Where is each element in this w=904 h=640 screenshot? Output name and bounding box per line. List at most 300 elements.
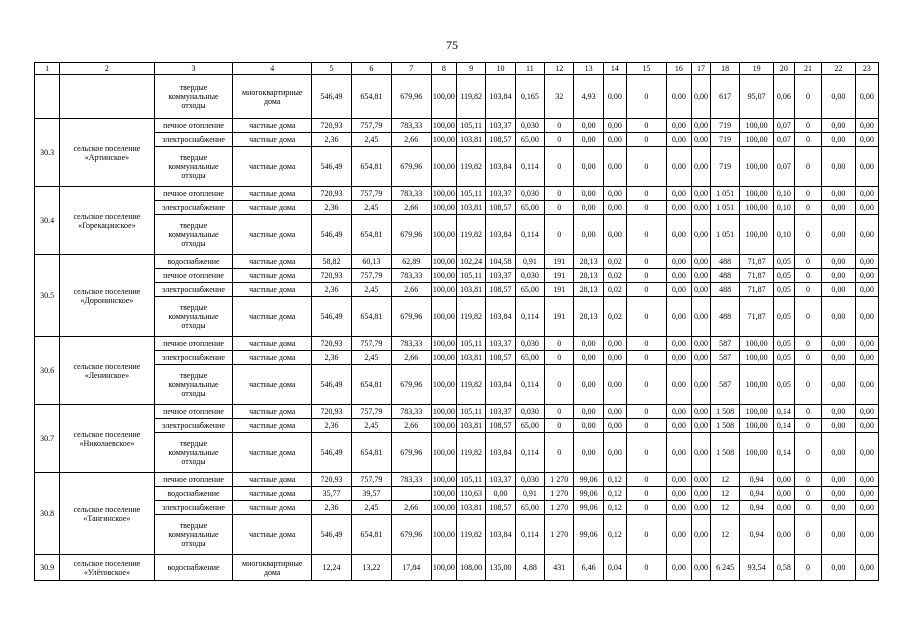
table-row <box>35 515 879 555</box>
value-cell: 0 <box>545 201 574 215</box>
table-row <box>35 283 879 297</box>
value-cell: 0 <box>794 433 821 473</box>
value-cell: 0,00 <box>666 405 691 419</box>
value-cell: 0,02 <box>603 269 626 283</box>
housing-type-cell: частные дома <box>233 147 312 187</box>
value-cell: 0,12 <box>603 487 626 501</box>
column-number-header: 10 <box>486 63 515 75</box>
value-cell: 0,030 <box>515 119 544 133</box>
value-cell: 0 <box>626 473 666 487</box>
value-cell: 102,24 <box>456 255 485 269</box>
value-cell: 0,14 <box>773 405 794 419</box>
value-cell: 488 <box>710 255 739 269</box>
value-cell: 0 <box>626 337 666 351</box>
service-cell: электроснабжение <box>154 351 233 365</box>
value-cell: 100,00 <box>740 187 774 201</box>
housing-type-cell: частные дома <box>233 351 312 365</box>
service-cell: электроснабжение <box>154 201 233 215</box>
value-cell: 95,07 <box>740 75 774 119</box>
value-cell: 0,06 <box>773 75 794 119</box>
value-cell: 0,00 <box>666 337 691 351</box>
settlement-name-cell: сельское поселение «Тангинское» <box>60 473 154 555</box>
housing-type-cell: частные дома <box>233 433 312 473</box>
service-cell: электроснабжение <box>154 133 233 147</box>
service-cell: твердые коммунальные отходы <box>154 433 233 473</box>
value-cell: 103,81 <box>456 133 485 147</box>
value-cell: 191 <box>545 283 574 297</box>
value-cell: 100,00 <box>740 133 774 147</box>
value-cell: 0,00 <box>666 365 691 405</box>
value-cell: 108,57 <box>486 419 515 433</box>
table-row <box>35 351 879 365</box>
column-number-header: 4 <box>233 63 312 75</box>
value-cell: 1 270 <box>545 515 574 555</box>
value-cell: 0,04 <box>603 555 626 581</box>
value-cell: 0,00 <box>603 351 626 365</box>
value-cell: 100,00 <box>740 147 774 187</box>
value-cell: 0,00 <box>574 201 603 215</box>
value-cell: 0,07 <box>773 119 794 133</box>
value-cell: 62,89 <box>391 255 431 269</box>
value-cell: 0 <box>794 269 821 283</box>
housing-type-cell: частные дома <box>233 215 312 255</box>
value-cell: 0,00 <box>692 255 711 269</box>
value-cell: 757,79 <box>351 337 391 351</box>
table-row <box>35 119 879 133</box>
value-cell: 103,84 <box>486 75 515 119</box>
column-number-header: 11 <box>515 63 544 75</box>
column-number-header: 2 <box>60 63 154 75</box>
value-cell: 546,49 <box>312 433 352 473</box>
value-cell: 2,66 <box>391 501 431 515</box>
value-cell: 6,46 <box>574 555 603 581</box>
value-cell: 0,00 <box>822 147 856 187</box>
settlement-name-cell: сельское поселение «Артинское» <box>60 119 154 187</box>
value-cell: 0,00 <box>822 487 856 501</box>
row-id-cell: 30.5 <box>35 255 60 337</box>
housing-type-cell: частные дома <box>233 201 312 215</box>
table-row <box>35 75 879 119</box>
service-cell: твердые коммунальные отходы <box>154 215 233 255</box>
value-cell: 0 <box>626 351 666 365</box>
value-cell: 0,00 <box>666 501 691 515</box>
value-cell: 191 <box>545 269 574 283</box>
value-cell: 679,96 <box>391 365 431 405</box>
value-cell: 0,00 <box>692 283 711 297</box>
value-cell: 32 <box>545 75 574 119</box>
table-row <box>35 255 879 269</box>
value-cell: 0,114 <box>515 147 544 187</box>
value-cell: 0,02 <box>603 297 626 337</box>
value-cell: 100,00 <box>431 351 456 365</box>
table-row <box>35 187 879 201</box>
value-cell: 99,06 <box>574 515 603 555</box>
value-cell: 0,00 <box>822 255 856 269</box>
value-cell: 0,00 <box>822 297 856 337</box>
value-cell: 135,00 <box>486 555 515 581</box>
value-cell: 757,79 <box>351 269 391 283</box>
column-number-header: 13 <box>574 63 603 75</box>
service-cell: твердые коммунальные отходы <box>154 515 233 555</box>
value-cell: 0 <box>545 215 574 255</box>
value-cell: 2,36 <box>312 201 352 215</box>
value-cell: 431 <box>545 555 574 581</box>
service-cell: электроснабжение <box>154 419 233 433</box>
value-cell: 0 <box>626 433 666 473</box>
value-cell: 65,00 <box>515 201 544 215</box>
service-cell: печное отопление <box>154 337 233 351</box>
value-cell: 0,00 <box>666 255 691 269</box>
table-row <box>35 215 879 255</box>
value-cell: 587 <box>710 365 739 405</box>
value-cell: 0,00 <box>666 269 691 283</box>
value-cell: 100,00 <box>431 405 456 419</box>
value-cell: 105,11 <box>456 337 485 351</box>
service-cell: печное отопление <box>154 473 233 487</box>
value-cell: 0,05 <box>773 283 794 297</box>
value-cell: 757,79 <box>351 473 391 487</box>
column-number-header: 22 <box>822 63 856 75</box>
row-id-cell <box>35 75 60 119</box>
service-cell: водоснабжение <box>154 255 233 269</box>
value-cell: 71,87 <box>740 297 774 337</box>
value-cell: 100,00 <box>431 515 456 555</box>
value-cell: 0,14 <box>773 419 794 433</box>
value-cell: 0 <box>794 187 821 201</box>
value-cell: 103,84 <box>486 515 515 555</box>
housing-type-cell: частные дома <box>233 515 312 555</box>
value-cell: 0,00 <box>822 133 856 147</box>
value-cell: 0,00 <box>855 133 878 147</box>
value-cell: 191 <box>545 297 574 337</box>
value-cell: 108,57 <box>486 501 515 515</box>
housing-type-cell: многоквартирные дома <box>233 75 312 119</box>
value-cell: 0,00 <box>603 433 626 473</box>
value-cell: 0,00 <box>603 365 626 405</box>
value-cell: 0,00 <box>822 501 856 515</box>
column-number-header: 17 <box>692 63 711 75</box>
value-cell: 100,00 <box>740 351 774 365</box>
settlement-name-cell: сельское поселение «Доронинское» <box>60 255 154 337</box>
value-cell: 0,91 <box>515 487 544 501</box>
value-cell: 105,11 <box>456 405 485 419</box>
value-cell: 0 <box>545 365 574 405</box>
value-cell: 2,66 <box>391 419 431 433</box>
housing-type-cell: частные дома <box>233 419 312 433</box>
value-cell: 0 <box>545 187 574 201</box>
value-cell: 0,00 <box>692 297 711 337</box>
value-cell: 0,00 <box>666 555 691 581</box>
value-cell: 783,33 <box>391 119 431 133</box>
value-cell: 546,49 <box>312 147 352 187</box>
value-cell: 103,84 <box>486 365 515 405</box>
value-cell: 0 <box>626 201 666 215</box>
column-number-header: 23 <box>855 63 878 75</box>
value-cell: 0 <box>794 119 821 133</box>
value-cell: 0,030 <box>515 269 544 283</box>
value-cell: 0 <box>794 75 821 119</box>
value-cell: 0,00 <box>822 351 856 365</box>
value-cell: 0 <box>794 215 821 255</box>
value-cell: 0,00 <box>603 215 626 255</box>
value-cell: 103,37 <box>486 119 515 133</box>
value-cell: 35,77 <box>312 487 352 501</box>
value-cell: 12 <box>710 473 739 487</box>
value-cell: 1 270 <box>545 501 574 515</box>
value-cell: 0,00 <box>855 297 878 337</box>
housing-type-cell: частные дома <box>233 405 312 419</box>
table-row <box>35 133 879 147</box>
column-number-header: 12 <box>545 63 574 75</box>
value-cell: 0,00 <box>692 75 711 119</box>
value-cell: 488 <box>710 297 739 337</box>
value-cell: 654,81 <box>351 297 391 337</box>
column-number-header: 18 <box>710 63 739 75</box>
value-cell: 100,00 <box>740 215 774 255</box>
value-cell: 0 <box>794 555 821 581</box>
value-cell: 0,00 <box>603 405 626 419</box>
value-cell: 0,00 <box>855 365 878 405</box>
value-cell: 0,00 <box>855 501 878 515</box>
table-row <box>35 365 879 405</box>
value-cell: 0,114 <box>515 515 544 555</box>
value-cell: 0,00 <box>855 215 878 255</box>
value-cell: 100,00 <box>431 337 456 351</box>
value-cell: 0,05 <box>773 255 794 269</box>
value-cell: 0,00 <box>574 433 603 473</box>
value-cell: 0,030 <box>515 473 544 487</box>
housing-type-cell: частные дома <box>233 283 312 297</box>
value-cell: 0 <box>794 501 821 515</box>
value-cell: 0,00 <box>855 473 878 487</box>
value-cell: 100,00 <box>431 187 456 201</box>
table-row <box>35 147 879 187</box>
column-number-header: 1 <box>35 63 60 75</box>
value-cell: 0,00 <box>822 405 856 419</box>
value-cell: 0,00 <box>692 365 711 405</box>
value-cell: 0,00 <box>855 433 878 473</box>
value-cell: 0,00 <box>603 201 626 215</box>
value-cell: 0,00 <box>855 487 878 501</box>
value-cell: 0,10 <box>773 201 794 215</box>
value-cell: 0,94 <box>740 501 774 515</box>
value-cell: 587 <box>710 351 739 365</box>
value-cell: 0,00 <box>855 555 878 581</box>
value-cell: 546,49 <box>312 515 352 555</box>
value-cell: 720,93 <box>312 337 352 351</box>
value-cell: 99,06 <box>574 473 603 487</box>
value-cell: 0,02 <box>603 283 626 297</box>
value-cell: 0,00 <box>855 283 878 297</box>
value-cell: 679,96 <box>391 147 431 187</box>
value-cell: 0 <box>626 501 666 515</box>
value-cell: 103,84 <box>486 147 515 187</box>
value-cell: 0,02 <box>603 255 626 269</box>
value-cell: 679,96 <box>391 215 431 255</box>
value-cell: 757,79 <box>351 187 391 201</box>
value-cell: 654,81 <box>351 215 391 255</box>
value-cell: 0,114 <box>515 433 544 473</box>
value-cell: 100,00 <box>431 283 456 297</box>
value-cell: 104,58 <box>486 255 515 269</box>
value-cell: 0 <box>626 215 666 255</box>
value-cell: 2,66 <box>391 351 431 365</box>
value-cell: 0,00 <box>822 269 856 283</box>
value-cell: 100,00 <box>431 433 456 473</box>
value-cell: 0,00 <box>692 187 711 201</box>
value-cell: 783,33 <box>391 337 431 351</box>
value-cell: 719 <box>710 147 739 187</box>
value-cell: 0,00 <box>692 501 711 515</box>
value-cell: 119,82 <box>456 515 485 555</box>
value-cell: 488 <box>710 283 739 297</box>
value-cell: 0,00 <box>666 297 691 337</box>
value-cell: 0,00 <box>666 215 691 255</box>
value-cell: 1 508 <box>710 405 739 419</box>
value-cell: 0,00 <box>692 433 711 473</box>
value-cell: 654,81 <box>351 365 391 405</box>
service-cell: электроснабжение <box>154 283 233 297</box>
value-cell: 546,49 <box>312 365 352 405</box>
value-cell: 119,82 <box>456 215 485 255</box>
table-row <box>35 433 879 473</box>
value-cell: 0,00 <box>822 75 856 119</box>
value-cell: 0,12 <box>603 515 626 555</box>
value-cell: 60,13 <box>351 255 391 269</box>
column-number-header: 6 <box>351 63 391 75</box>
value-cell: 0,00 <box>822 433 856 473</box>
value-cell: 1 270 <box>545 473 574 487</box>
value-cell: 0,165 <box>515 75 544 119</box>
housing-type-cell: частные дома <box>233 501 312 515</box>
value-cell: 71,87 <box>740 269 774 283</box>
value-cell: 0,14 <box>773 433 794 473</box>
value-cell: 103,84 <box>486 215 515 255</box>
row-id-cell: 30.8 <box>35 473 60 555</box>
housing-type-cell: частные дома <box>233 365 312 405</box>
value-cell: 1 270 <box>545 487 574 501</box>
value-cell: 0,00 <box>603 147 626 187</box>
value-cell: 0,00 <box>822 187 856 201</box>
value-cell: 2,66 <box>391 133 431 147</box>
value-cell: 1 051 <box>710 201 739 215</box>
value-cell: 546,49 <box>312 215 352 255</box>
value-cell: 4,88 <box>515 555 544 581</box>
row-id-cell: 30.4 <box>35 187 60 255</box>
value-cell: 0,00 <box>822 215 856 255</box>
value-cell: 0 <box>545 419 574 433</box>
value-cell: 654,81 <box>351 433 391 473</box>
value-cell: 0,114 <box>515 297 544 337</box>
value-cell: 119,82 <box>456 75 485 119</box>
page-number: 75 <box>446 38 458 52</box>
settlement-name-cell <box>60 75 154 119</box>
value-cell: 0,07 <box>773 147 794 187</box>
value-cell: 65,00 <box>515 283 544 297</box>
housing-type-cell: многоквартирные дома <box>233 555 312 581</box>
value-cell: 0,00 <box>574 187 603 201</box>
settlement-name-cell: сельское поселение «Горекацанское» <box>60 187 154 255</box>
service-cell: печное отопление <box>154 405 233 419</box>
value-cell: 0,00 <box>692 133 711 147</box>
value-cell: 108,00 <box>456 555 485 581</box>
value-cell: 0 <box>545 433 574 473</box>
value-cell: 4,93 <box>574 75 603 119</box>
value-cell: 0,05 <box>773 337 794 351</box>
value-cell: 100,00 <box>431 365 456 405</box>
value-cell: 1 051 <box>710 187 739 201</box>
service-cell: электроснабжение <box>154 501 233 515</box>
column-number-header: 15 <box>626 63 666 75</box>
value-cell: 0,00 <box>692 215 711 255</box>
value-cell: 100,00 <box>431 215 456 255</box>
value-cell: 119,82 <box>456 365 485 405</box>
value-cell: 12 <box>710 487 739 501</box>
value-cell: 100,00 <box>740 337 774 351</box>
value-cell: 0,00 <box>692 119 711 133</box>
value-cell: 103,81 <box>456 283 485 297</box>
value-cell: 0,00 <box>822 201 856 215</box>
value-cell: 100,00 <box>431 419 456 433</box>
value-cell: 0,00 <box>692 473 711 487</box>
value-cell: 0 <box>626 119 666 133</box>
value-cell: 0,00 <box>773 501 794 515</box>
value-cell: 0 <box>794 283 821 297</box>
value-cell: 0,00 <box>855 255 878 269</box>
value-cell: 0 <box>545 351 574 365</box>
value-cell: 0 <box>794 255 821 269</box>
value-cell: 100,00 <box>431 269 456 283</box>
value-cell: 105,11 <box>456 473 485 487</box>
value-cell: 2,36 <box>312 283 352 297</box>
value-cell: 0,00 <box>603 75 626 119</box>
value-cell: 6 245 <box>710 555 739 581</box>
value-cell: 12 <box>710 515 739 555</box>
value-cell: 0,00 <box>773 473 794 487</box>
value-cell: 0,00 <box>603 419 626 433</box>
value-cell: 108,57 <box>486 351 515 365</box>
value-cell: 0,00 <box>822 419 856 433</box>
value-cell: 65,00 <box>515 501 544 515</box>
housing-type-cell: частные дома <box>233 487 312 501</box>
value-cell: 2,66 <box>391 283 431 297</box>
column-number-header: 5 <box>312 63 352 75</box>
value-cell: 0,030 <box>515 337 544 351</box>
value-cell: 103,84 <box>486 297 515 337</box>
value-cell: 0,00 <box>855 515 878 555</box>
value-cell: 99,06 <box>574 487 603 501</box>
value-cell: 0,00 <box>855 337 878 351</box>
value-cell: 1 508 <box>710 419 739 433</box>
value-cell: 0 <box>626 405 666 419</box>
value-cell: 58,82 <box>312 255 352 269</box>
value-cell: 2,36 <box>312 501 352 515</box>
service-cell: твердые коммунальные отходы <box>154 75 233 119</box>
housing-type-cell: частные дома <box>233 269 312 283</box>
value-cell: 0,91 <box>515 255 544 269</box>
value-cell: 0,00 <box>692 405 711 419</box>
value-cell: 0,94 <box>740 515 774 555</box>
value-cell: 0 <box>626 269 666 283</box>
value-cell: 0,00 <box>773 515 794 555</box>
value-cell: 2,36 <box>312 351 352 365</box>
value-cell: 0,12 <box>603 473 626 487</box>
value-cell: 103,37 <box>486 337 515 351</box>
table-row <box>35 555 879 581</box>
value-cell: 0 <box>626 419 666 433</box>
value-cell: 0 <box>794 473 821 487</box>
value-cell: 719 <box>710 133 739 147</box>
